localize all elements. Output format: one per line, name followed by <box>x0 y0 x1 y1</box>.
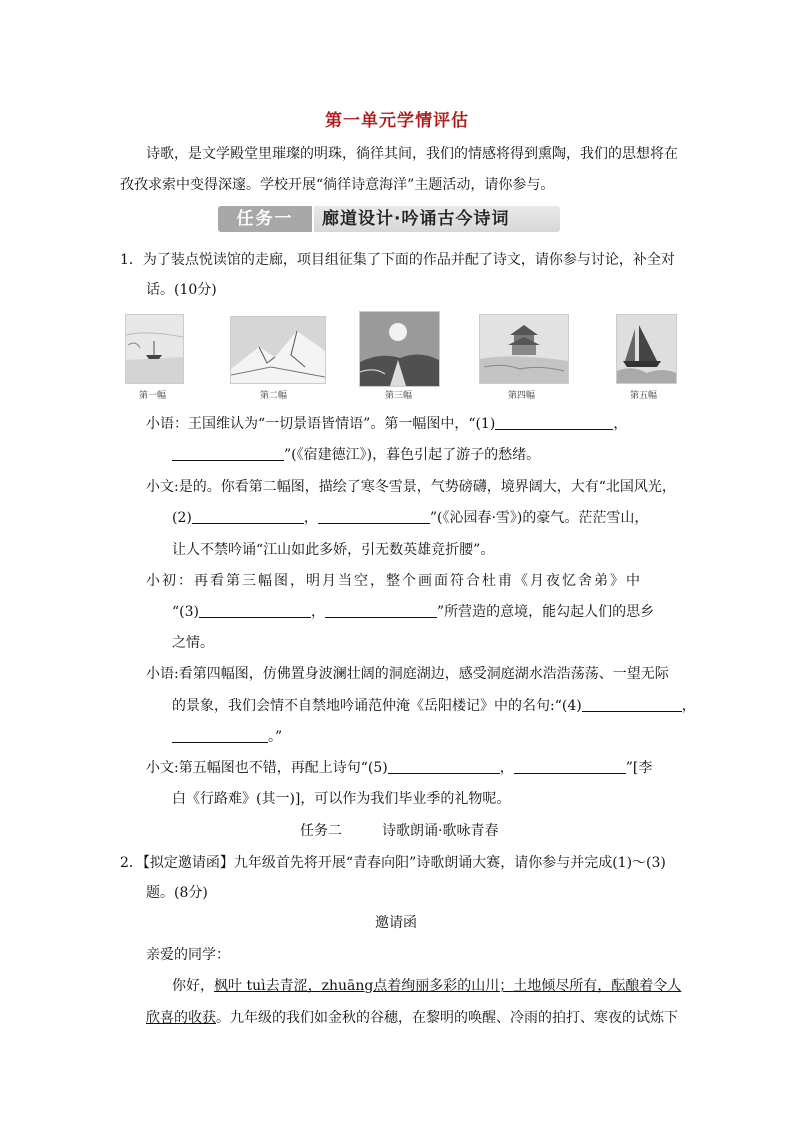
answer-blank[interactable] <box>325 603 437 618</box>
dialog-line <box>172 508 648 528</box>
dialog-text: 小文:第五幅图也不错，再配上诗句“(5) <box>146 760 388 776</box>
dialog-line: 白《行路难》(其一)]，可以作为我们毕业季的礼物呢。 <box>172 791 511 807</box>
dialog-text: ， <box>681 698 696 714</box>
answer-blank[interactable] <box>192 509 304 524</box>
picture-caption: 第四幅 <box>508 391 536 401</box>
intro-line-2: 孜孜求索中变得深邃。学校开展“徜徉诗意海洋”主题活动，请你参与。 <box>120 177 555 193</box>
picture-caption: 第一幅 <box>139 391 167 401</box>
q2-line-1: 2．【拟定邀请函】九年级首先将开展“青春向阳”诗歌朗诵大赛，请你参与并完成(1)～(3) <box>120 855 666 871</box>
boat-on-river-painting <box>125 314 184 384</box>
dialog-line: 让人不禁吟诵“江山如此多娇，引无数英雄竞折腰”。 <box>172 542 495 558</box>
letter-salutation: 亲爱的同学： <box>146 947 230 963</box>
moon-night-painting <box>359 311 440 387</box>
picture-caption: 第二幅 <box>260 391 288 401</box>
picture-caption: 第三幅 <box>385 391 413 401</box>
dialog-line <box>146 414 627 434</box>
dialog-text: ”(《宿建德江》)，暮色引起了游子的愁绪。 <box>284 447 541 463</box>
underlined-text: 欣喜的收获 <box>146 1010 216 1026</box>
task1-tag: 任务一 <box>218 206 312 232</box>
underlined-text: 枫叶 tuì去青涩，zhuāng点着绚丽多彩的山川；土地倾尽所有，酝酿着令人 <box>214 978 682 994</box>
answer-blank[interactable] <box>172 446 284 461</box>
dialog-text: 。” <box>268 729 283 745</box>
dialog-text: ， <box>311 604 325 620</box>
sailboat-waves-painting <box>616 314 677 384</box>
q1-line-1: 1．为了装点悦读馆的走廊，项目组征集了下面的作品并配了诗文，请你参与讨论，补全对 <box>120 252 675 268</box>
dialog-text: ， <box>303 510 318 526</box>
letter-line <box>172 976 681 996</box>
q2-line-2: 题。(8分) <box>146 885 208 901</box>
task2-name: 诗歌朗诵·歌咏青春 <box>382 823 499 839</box>
dialog-line: 小文:是的。你看第二幅图，描绘了寒冬雪景，气势磅礴，境界阔大，大有“北国风光， <box>146 479 676 495</box>
answer-blank[interactable] <box>199 603 311 618</box>
letter-line <box>146 1008 678 1028</box>
letter-text: 你好， <box>172 978 214 994</box>
letter-heading: 邀请函 <box>375 915 417 931</box>
dialog-line <box>146 758 652 778</box>
answer-blank[interactable] <box>318 509 430 524</box>
task1-name: 廊道设计·吟诵古今诗词 <box>314 206 560 232</box>
answer-blank[interactable] <box>514 759 626 774</box>
dialog-text: ”所营造的意境，能勾起人们的思乡 <box>437 604 655 620</box>
answer-blank[interactable] <box>495 415 613 430</box>
picture-caption: 第五幅 <box>630 391 658 401</box>
dialog-line <box>172 696 696 716</box>
dialog-text: 小语：王国维认为“一切景语皆情语”。第一幅图中，“(1) <box>146 416 496 432</box>
letter-text: 。九年级的我们如金秋的谷穗，在黎明的唤醒、冷雨的拍打、寒夜的试炼下 <box>216 1010 678 1026</box>
task1-banner <box>218 206 560 232</box>
dialog-text: ”(《沁园春·雪》)的豪气。茫茫雪山， <box>429 510 649 526</box>
answer-blank[interactable] <box>388 759 500 774</box>
dialog-line: 小初：再看第三幅图，明月当空，整个画面符合杜甫《月夜忆舍弟》中 <box>146 573 642 589</box>
snow-mountain-painting <box>230 316 326 384</box>
intro-line-1: 诗歌，是文学殿堂里璀璨的明珠，徜徉其间，我们的情感将得到熏陶，我们的思想将在 <box>146 146 678 162</box>
dialog-text: ”[李 <box>625 760 653 776</box>
dialog-text: ， <box>613 416 628 432</box>
yueyang-tower-painting <box>479 314 569 384</box>
answer-blank[interactable] <box>582 697 682 712</box>
dialog-text: 的景象，我们会情不自禁地吟诵范仲淹《岳阳楼记》中的名句:“(4) <box>172 698 582 714</box>
dialog-text: “(3) <box>172 604 199 620</box>
q1-line-2: 话。(10分) <box>146 282 217 298</box>
dialog-line <box>172 445 540 465</box>
dialog-line <box>172 727 282 747</box>
dialog-text: ， <box>499 760 514 776</box>
page-title: 第一单元学情评估 <box>325 111 469 131</box>
dialog-line: 之情。 <box>172 635 214 651</box>
task2-tag: 任务二 <box>300 823 342 839</box>
dialog-text: (2) <box>172 510 192 526</box>
dialog-line: 小语:看第四幅图，仿佛置身波澜壮阔的洞庭湖边，感受洞庭湖水浩浩荡荡、一望无际 <box>146 666 669 682</box>
answer-blank[interactable] <box>172 728 268 743</box>
dialog-line <box>172 602 654 622</box>
